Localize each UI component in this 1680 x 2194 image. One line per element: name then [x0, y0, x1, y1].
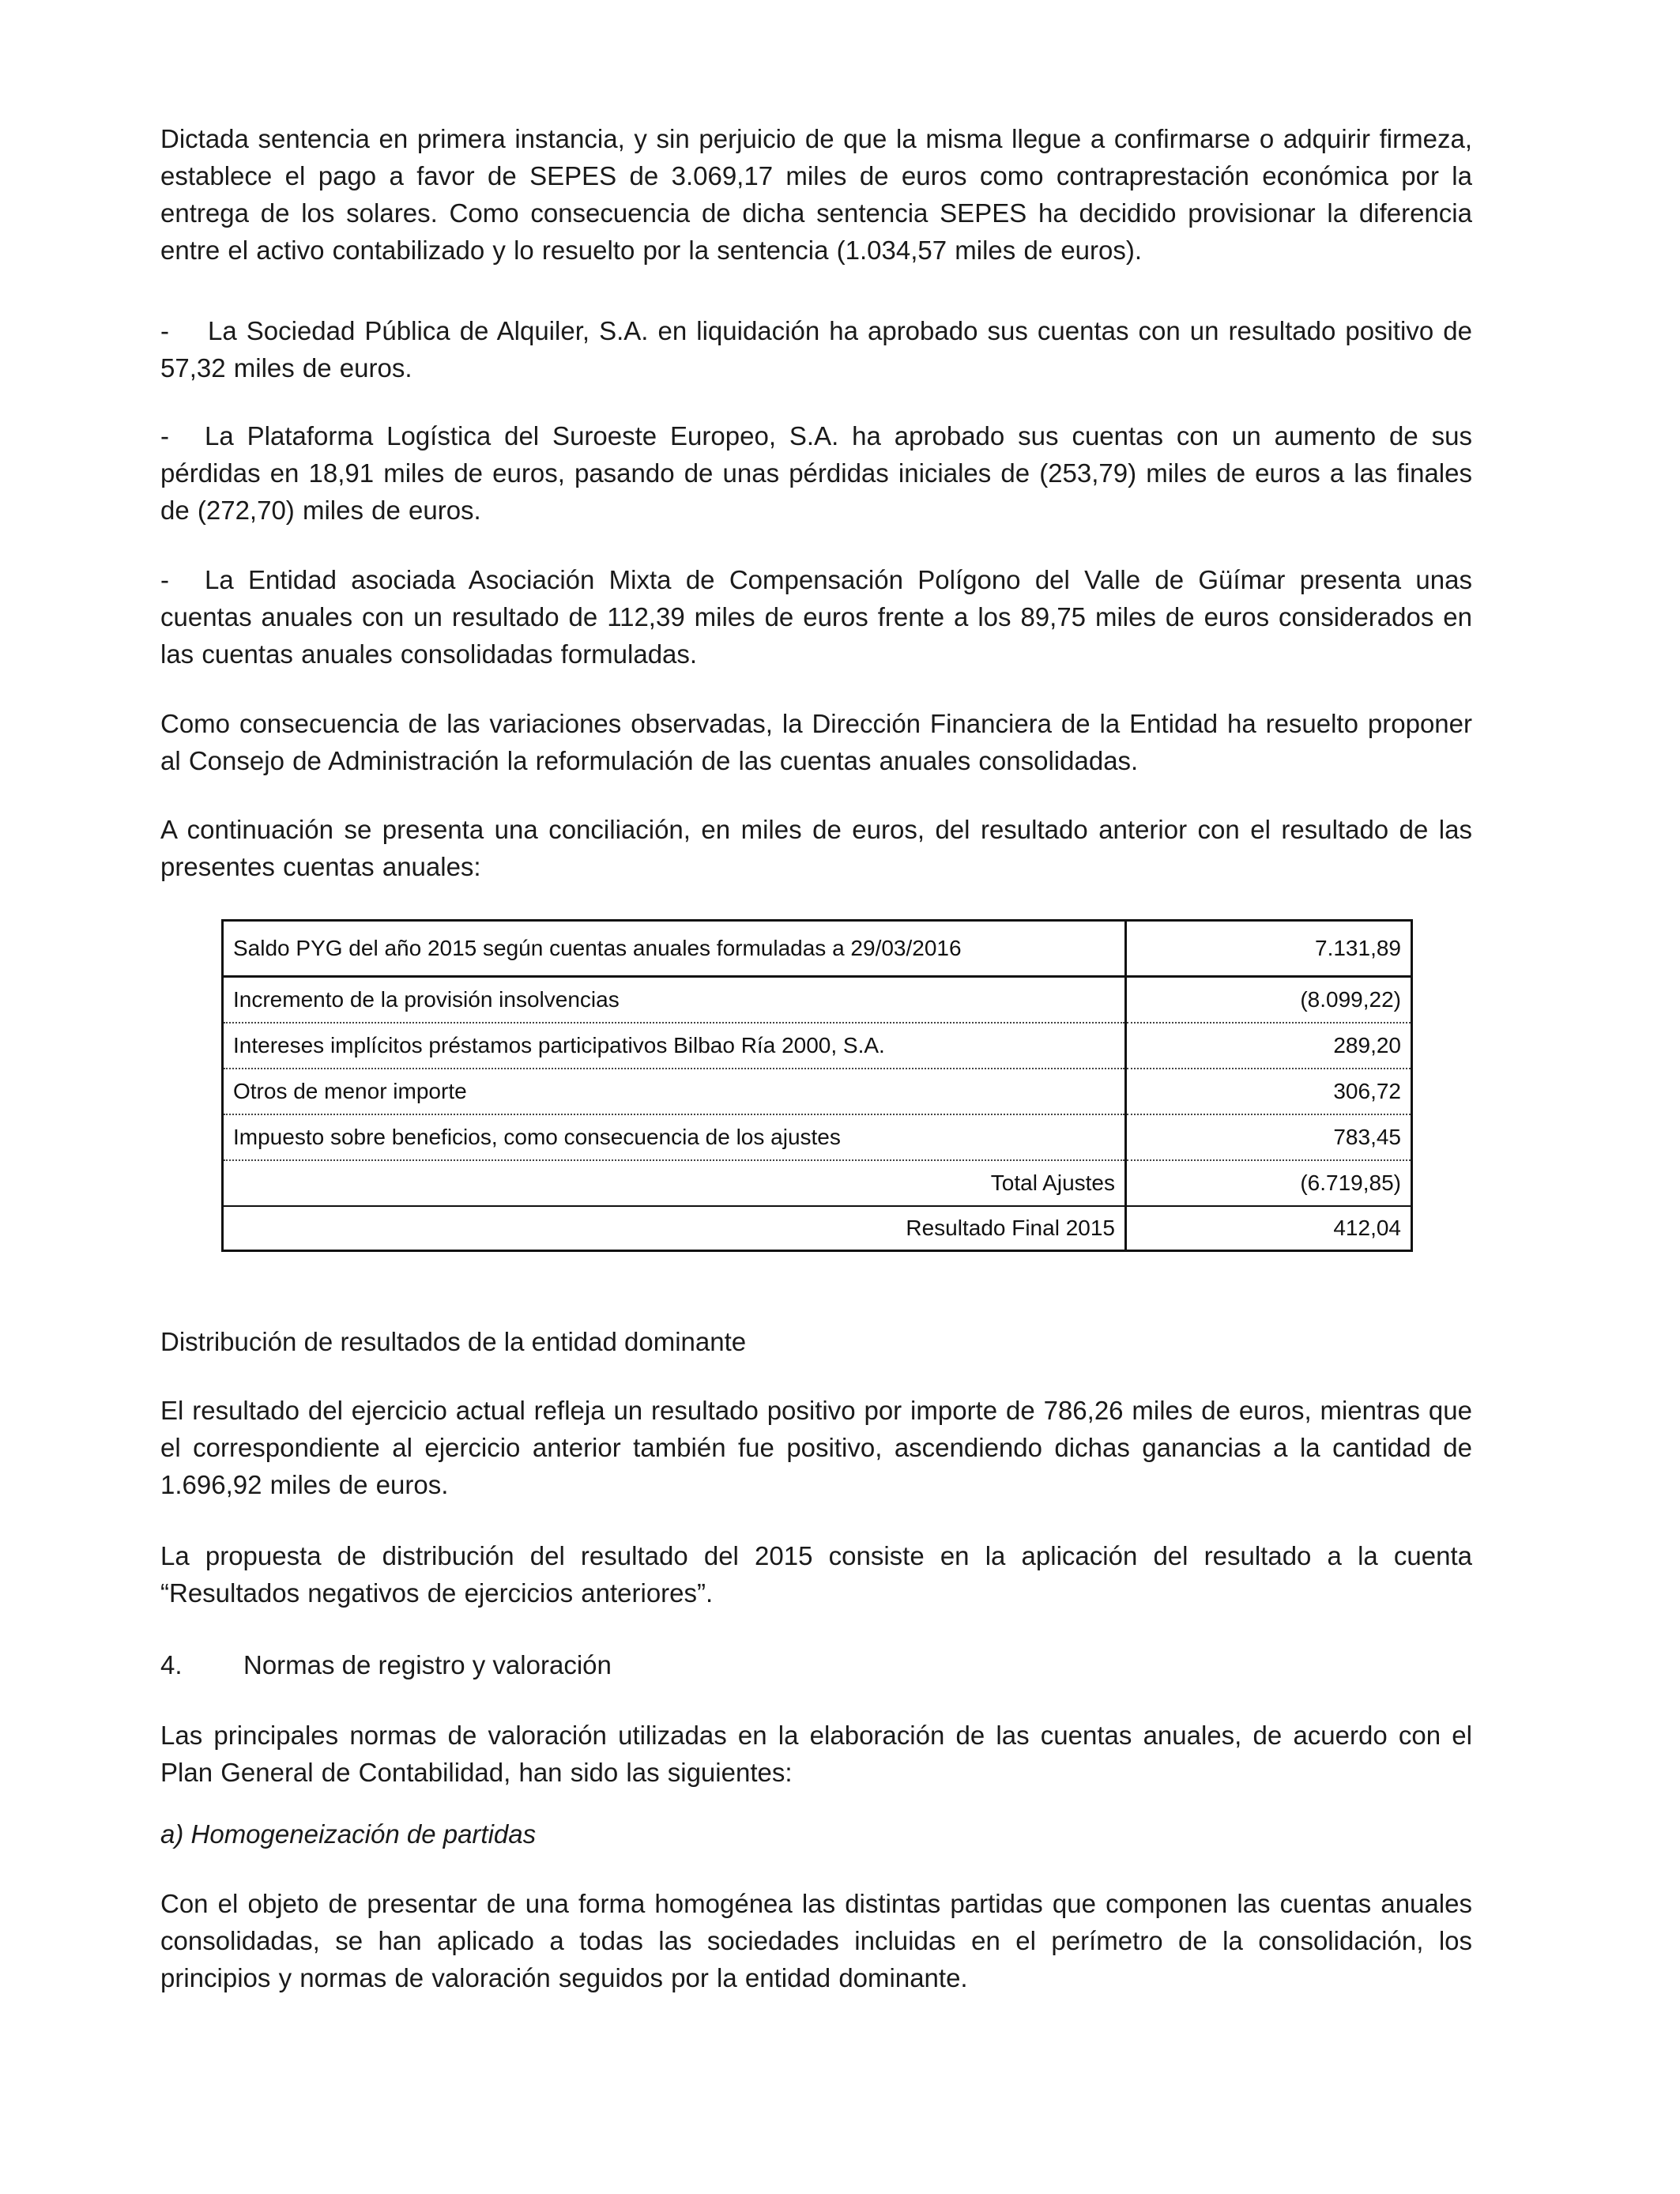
row-value: (6.719,85) — [1126, 1160, 1412, 1206]
row-label: Resultado Final 2015 — [223, 1206, 1126, 1251]
row-value: 289,20 — [1126, 1023, 1412, 1069]
table-row — [223, 921, 1412, 977]
paragraph-resultado-ejercicio — [160, 1392, 1472, 1503]
table-row-total — [223, 1160, 1412, 1206]
bullet-item-asociacion — [160, 561, 1472, 673]
heading-text: Distribución de resultados de la entidad dominante — [160, 1327, 747, 1356]
dash-marker: - — [160, 316, 169, 345]
table-row — [223, 1023, 1412, 1069]
row-label: Intereses implícitos préstamos participativos Bilbao Ría 2000, S.A. — [223, 1023, 1126, 1069]
paragraph-text: Como consecuencia de las variaciones observadas, la Dirección Financiera de la Entidad ha resuelto proponer al Consejo de Administración la reformulación de las cuentas anuales consolidadas. — [160, 709, 1472, 775]
row-label: Incremento de la provisión insolvencias — [223, 977, 1126, 1023]
paragraph-text: El resultado del ejercicio actual refleja un resultado positivo por importe de 786,26 miles de euros, mientras que el correspondiente al ejercicio anterior también fue positivo, ascendiendo dichas ganancias a la cantidad de 1.696,92 miles de euros. — [160, 1396, 1472, 1499]
subheading-homogeneizacion — [160, 1815, 1472, 1853]
paragraph-text: Las principales normas de valoración utilizadas en la elaboración de las cuentas anuales, de acuerdo con el Plan General de Contabilidad, han sido las siguientes: — [160, 1721, 1472, 1787]
row-label: Total Ajustes — [223, 1160, 1126, 1206]
section-heading-4 — [160, 1646, 1472, 1683]
row-value: 306,72 — [1126, 1069, 1412, 1114]
bullet-text: La Sociedad Pública de Alquiler, S.A. en liquidación ha aprobado sus cuentas con un resultado positivo de 57,32 miles de euros. — [160, 316, 1472, 383]
row-value: (8.099,22) — [1126, 977, 1412, 1023]
paragraph-homogeneizacion — [160, 1885, 1472, 1996]
bullet-item-plataforma — [160, 417, 1472, 529]
reconciliation-table — [221, 919, 1413, 1252]
dash-marker: - — [160, 421, 169, 450]
section-title: Normas de registro y valoración — [243, 1650, 612, 1679]
section-number: 4. — [160, 1650, 183, 1679]
row-value: 412,04 — [1333, 1216, 1401, 1240]
table-row — [223, 1114, 1412, 1160]
table-row — [223, 977, 1412, 1023]
paragraph-sentencia — [160, 120, 1472, 269]
dash-marker: - — [160, 565, 169, 594]
row-value: 783,45 — [1126, 1114, 1412, 1160]
bullet-item-alquiler — [160, 312, 1472, 386]
table-row — [223, 1069, 1412, 1114]
row-value: 7.131,89 — [1126, 921, 1412, 977]
paragraph-text: Con el objeto de presentar de una forma homogénea las distintas partidas que componen las cuentas anuales consolidadas, se han aplicado a todas las sociedades incluidas en el perímetro de la consolidación, los principios y normas de valoración seguidos por la entidad dominante. — [160, 1889, 1472, 1992]
row-label: Saldo PYG del año 2015 según cuentas anuales formuladas a 29/03/2016 — [223, 921, 1126, 977]
row-label: Impuesto sobre beneficios, como consecuencia de los ajustes — [223, 1114, 1126, 1160]
paragraph-conciliacion-intro — [160, 811, 1472, 885]
paragraph-reformulacion — [160, 705, 1472, 779]
row-label: Otros de menor importe — [223, 1069, 1126, 1114]
paragraph-text: A continuación se presenta una conciliación, en miles de euros, del resultado anterior con el resultado de las presentes cuentas anuales: — [160, 815, 1472, 881]
heading-distribucion — [160, 1323, 1472, 1360]
paragraph-normas-intro — [160, 1717, 1472, 1791]
bullet-text: La Entidad asociada Asociación Mixta de Compensación Polígono del Valle de Güímar presenta unas cuentas anuales con un resultado de 112,39 miles de euros frente a los 89,75 miles de euros considerados en las cuentas anuales consolidadas formuladas. — [160, 565, 1472, 669]
subheading-text: a) Homogeneización de partidas — [160, 1819, 537, 1849]
bullet-text: La Plataforma Logística del Suroeste Europeo, S.A. ha aprobado sus cuentas con un aumento de sus pérdidas en 18,91 miles de euros, pasando de unas pérdidas iniciales de (253,79) miles de euros a las finales de (272,70) miles de euros. — [160, 421, 1472, 525]
paragraph-text: La propuesta de distribución del resultado del 2015 consiste en la aplicación del resultado a la cuenta “Resultados negativos de ejercicios anteriores”. — [160, 1541, 1472, 1608]
paragraph-text: Dictada sentencia en primera instancia, y sin perjuicio de que la misma llegue a confirmarse o adquirir firmeza, establece el pago a favor de SEPES de 3.069,17 miles de euros como contraprestación económica por la entrega de los solares. Como consecuencia de dicha sentencia SEPES ha decidido provisionar la diferencia entre el activo contabilizado y lo resuelto por la sentencia (1.034,57 miles de euros). — [160, 124, 1472, 265]
paragraph-propuesta — [160, 1537, 1472, 1612]
table-row-final — [223, 1206, 1412, 1251]
